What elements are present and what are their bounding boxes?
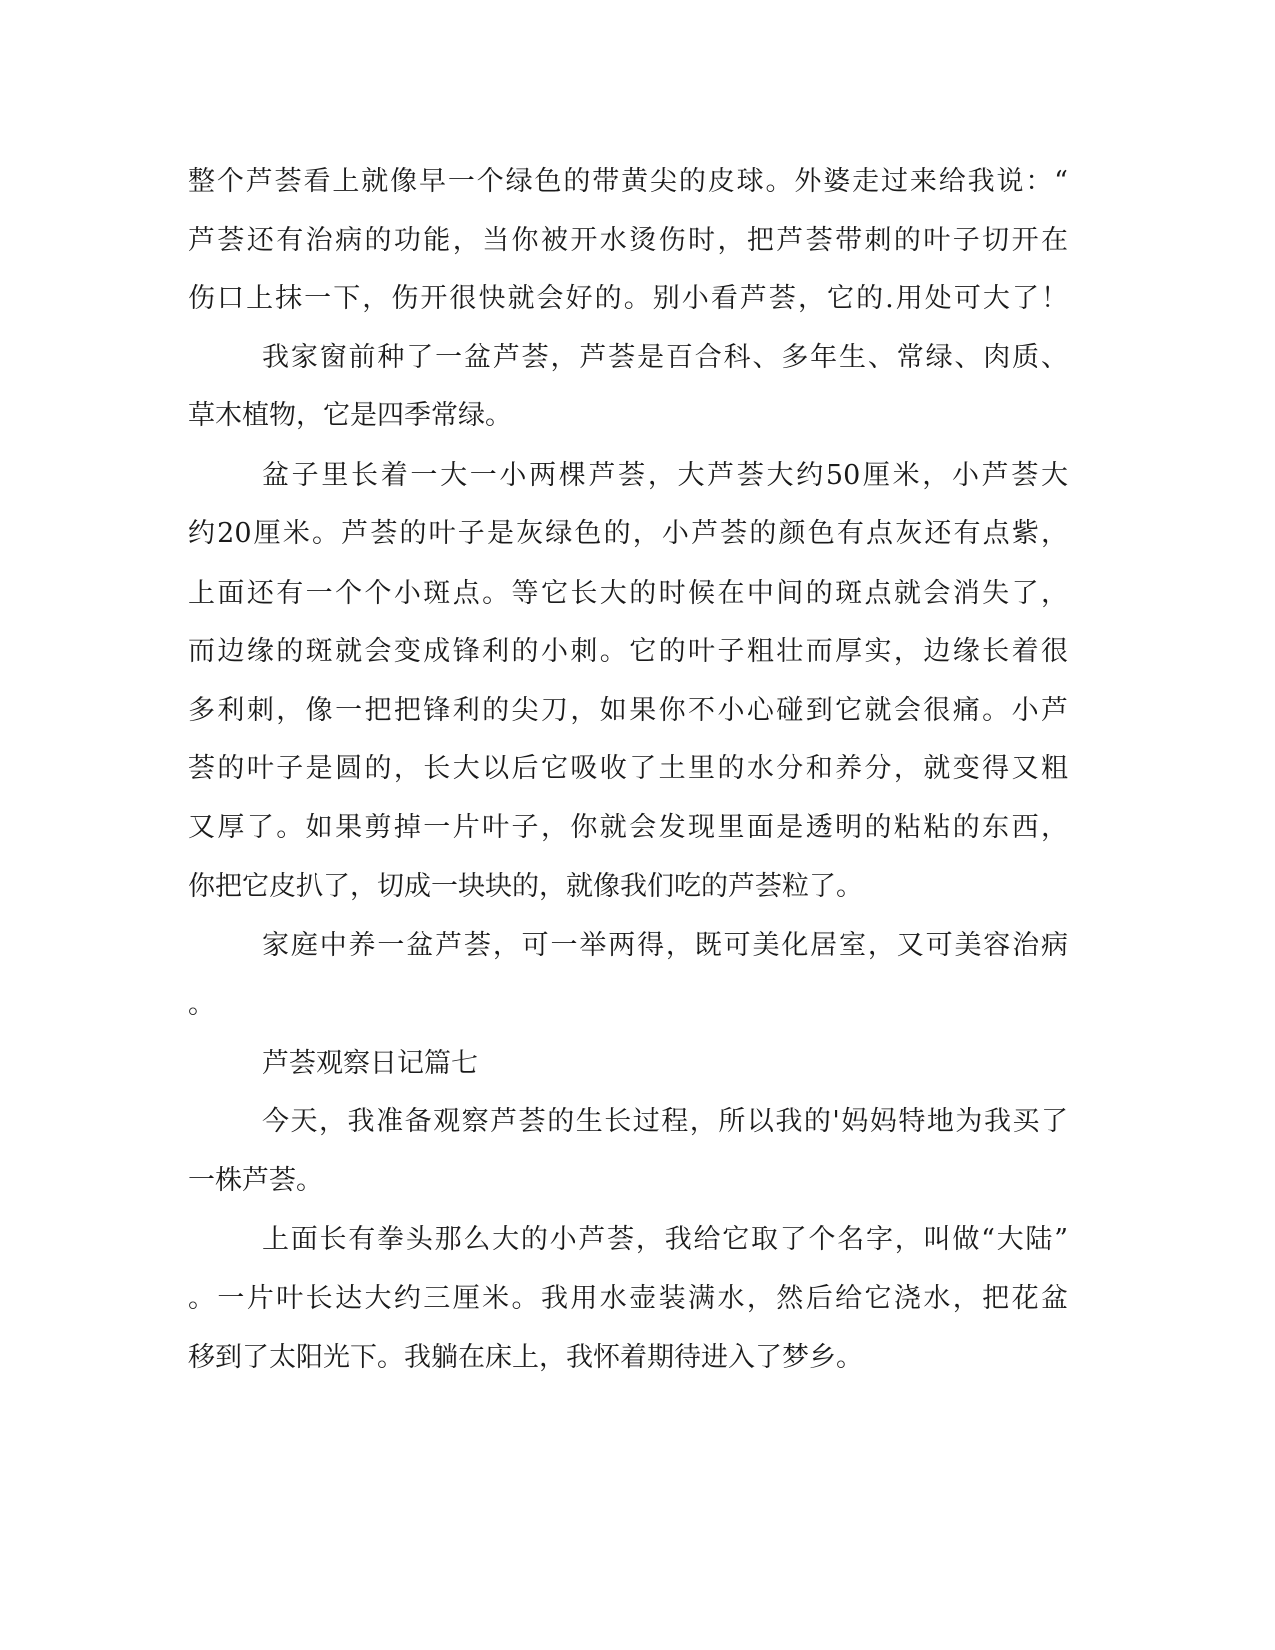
text-line: 。一片叶长达大约三厘米。我用水壶装满水，然后给它浇水，把花盆 — [188, 1283, 1068, 1314]
text-line: 家庭中养一盆芦荟，可一举两得，既可美化居室，又可美容治病 — [262, 930, 1068, 961]
text-line: 上面长有拳头那么大的小芦荟，我给它取了个名字，叫做“大陆” — [262, 1224, 1068, 1255]
text-line: 伤口上抹一下，伤开很快就会好的。别小看芦荟，它的.用处可大了！ — [188, 283, 1068, 314]
text-line: 又厚了。如果剪掉一片叶子，你就会发现里面是透明的粘粘的东西， — [188, 812, 1068, 843]
text-line: 约20厘米。芦荟的叶子是灰绿色的，小芦荟的颜色有点灰还有点紫， — [188, 518, 1068, 549]
text-line: 芦荟还有治病的功能，当你被开水烫伤时，把芦荟带刺的叶子切开在 — [188, 225, 1068, 256]
text-line: 上面还有一个个小斑点。等它长大的时候在中间的斑点就会消失了， — [188, 578, 1068, 609]
text-line: 整个芦荟看上就像早一个绿色的带黄尖的皮球。外婆走过来给我说：“ — [188, 166, 1068, 197]
section-heading: 芦荟观察日记篇七 — [262, 1048, 478, 1079]
text-line: 一株芦荟。 — [188, 1165, 323, 1196]
text-line: 。 — [188, 989, 215, 1020]
text-line: 今天，我准备观察芦荟的生长过程，所以我的'妈妈特地为我买了 — [262, 1106, 1068, 1137]
text-line: 你把它皮扒了，切成一块块的，就像我们吃的芦荟粒了。 — [188, 871, 863, 902]
text-line: 而边缘的斑就会变成锋利的小刺。它的叶子粗壮而厚实，边缘长着很 — [188, 636, 1068, 667]
text-line: 我家窗前种了一盆芦荟，芦荟是百合科、多年生、常绿、肉质、 — [262, 342, 1068, 373]
text-line: 荟的叶子是圆的，长大以后它吸收了土里的水分和养分，就变得又粗 — [188, 753, 1068, 784]
text-line: 草木植物，它是四季常绿。 — [188, 400, 512, 431]
text-line: 盆子里长着一大一小两棵芦荟，大芦荟大约50厘米，小芦荟大 — [262, 460, 1068, 491]
text-line: 移到了太阳光下。我躺在床上，我怀着期待进入了梦乡。 — [188, 1342, 863, 1373]
text-line: 多利刺，像一把把锋利的尖刀，如果你不小心碰到它就会很痛。小芦 — [188, 695, 1068, 726]
